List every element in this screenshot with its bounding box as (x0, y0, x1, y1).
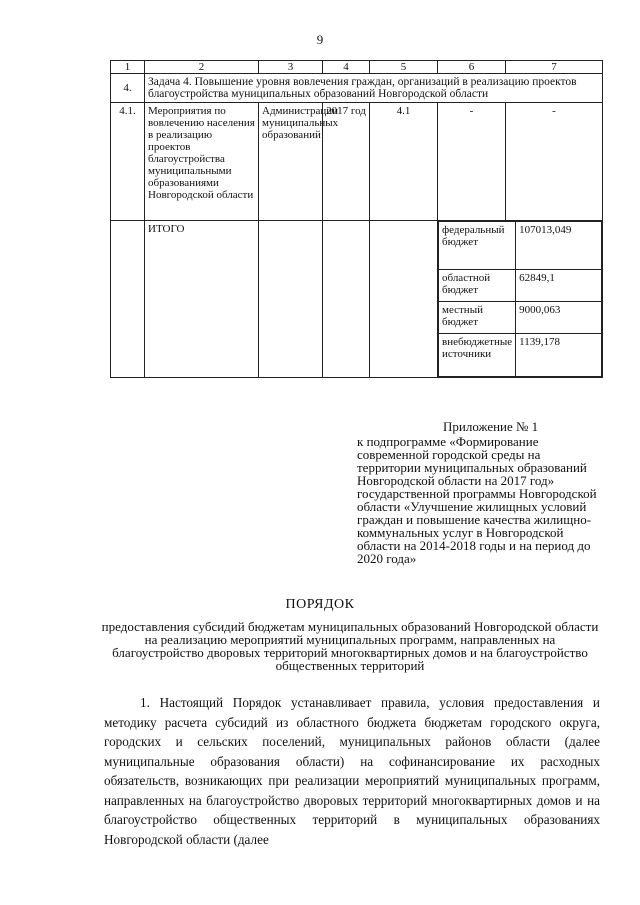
measure-row (111, 103, 603, 221)
measure-source: - (438, 103, 506, 221)
page-number: 9 (316, 32, 324, 47)
budget-row (439, 302, 602, 334)
budget-row (439, 270, 602, 302)
budget-row (439, 222, 602, 270)
measure-indicator: 4.1 (370, 103, 438, 221)
header-cell: 6 (438, 61, 506, 74)
budget-amount: 9000,063 (516, 302, 602, 334)
document-title: ПОРЯДОК (285, 597, 355, 612)
header-cell: 5 (370, 61, 438, 74)
header-cell: 1 (111, 61, 145, 74)
measure-executor: Администрации муниципальных образований (259, 103, 323, 221)
task-row (111, 74, 603, 103)
budget-breakdown (438, 221, 603, 378)
budget-amount: 1139,178 (516, 334, 602, 377)
task-number: 4. (111, 74, 145, 103)
budget-source: федеральный бюджет (439, 222, 516, 270)
table-header-row (111, 61, 603, 74)
measure-period: 2017 год (323, 103, 370, 221)
appendix-block (357, 420, 602, 565)
header-cell: 2 (145, 61, 259, 74)
total-label: ИТОГО (145, 221, 259, 378)
budget-source: местный бюджет (439, 302, 516, 334)
measure-number: 4.1. (111, 103, 145, 221)
budget-source: областной бюджет (439, 270, 516, 302)
measure-amount: - (506, 103, 603, 221)
appendix-title: Приложение № 1 (443, 419, 539, 434)
budget-row (439, 334, 602, 377)
header-cell: 4 (323, 61, 370, 74)
budget-amount: 107013,049 (516, 222, 602, 270)
measure-name: Мероприятия по вовлечению населения в реализацию проектов благоустройства муниципальными образованиями Новгородской области (145, 103, 259, 221)
program-table (110, 60, 603, 378)
total-row (111, 221, 603, 378)
paragraph-1: 1. Настоящий Порядок устанавливает правила, условия предоставления и методику расчета субсидий из областного бюджета бюджетам городского округа, городских и сельских поселений, муниципальных районов области (далее муниципальные образования области) на софинансирование их расходных обязательств, возникающих при реализации мероприятий муниципальных программ, направленных на благоустройство дворовых территорий многоквартирных домов и на благоустройство общественных территорий в муниципальных образованиях Новгородской области (далее (104, 695, 600, 847)
task-text: Задача 4. Повышение уровня вовлечения граждан, организаций в реализацию проектов благоустройства муниципальных образований Новгородской области (145, 74, 603, 103)
budget-source: внебюджетные источники (439, 334, 516, 377)
header-cell: 3 (259, 61, 323, 74)
budget-amount: 62849,1 (516, 270, 602, 302)
appendix-text: к подпрограмме «Формирование современной городской среды на территории муниципальных образований Новгородской области на 2017 год» государственной программы Новгородской области «Улучшение жилищных условий граждан и повышение качества жилищно-коммунальных услуг в Новгородской области на 2014-2018 годы и на период до 2020 года» (357, 434, 597, 566)
document-subtitle: предоставления субсидий бюджетам муниципальных образований Новгородской области на реализацию мероприятий муниципальных программ, направленных на благоустройство дворовых территорий многоквартирных домов и на благоустройство общественных территорий (101, 619, 599, 673)
header-cell: 7 (506, 61, 603, 74)
